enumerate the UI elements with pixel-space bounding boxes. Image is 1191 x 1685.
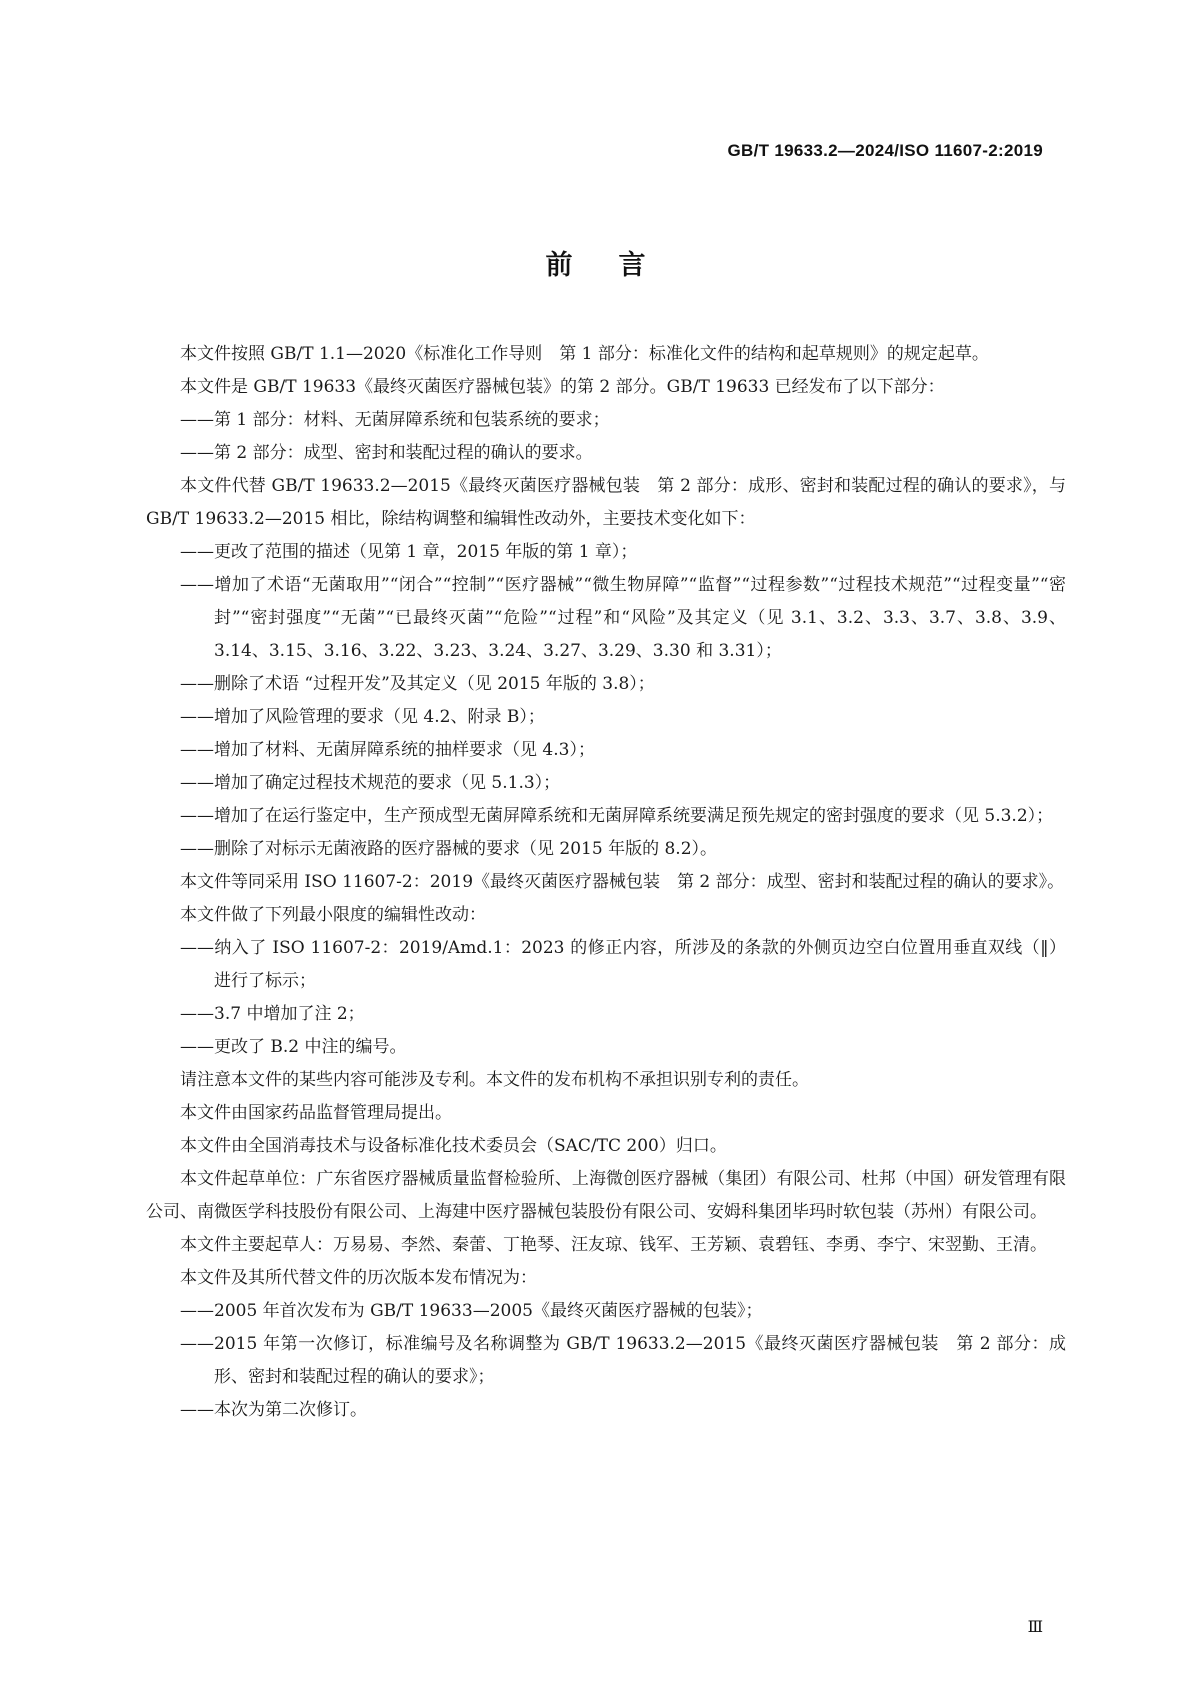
list-item: ——第 2 部分：成型、密封和装配过程的确认的要求。 <box>180 443 593 463</box>
list-item: ——增加了在运行鉴定中，生产预成型无菌屏障系统和无菌屏障系统要满足预先规定的密封强度的要求（见 5.3.2）； <box>180 806 1054 826</box>
list-item: ——增加了确定过程技术规范的要求（见 5.1.3）； <box>180 773 561 793</box>
document-body <box>146 338 1066 1427</box>
paragraph: 本文件按照 GB/T 1.1—2020《标准化工作导则 第 1 部分：标准化文件的结构和起草规则》的规定起草。 <box>180 344 989 364</box>
list-item: ——2005 年首次发布为 GB/T 19633—2005《最终灭菌医疗器械的包装》； <box>180 1301 763 1321</box>
list-item: ——增加了术语“无菌取用”“闭合”“控制”“医疗器械”“微生物屏障”“监督”“过程参数”“过程技术规范”“过程变量”“密封”“密封强度”“无菌”“已最终灭菌”“危险”“过程”和“风险”及其定义（见 3.1、3.2、3.3、3.7、3.8、3.9、3.14、3.15、3.16、3.22、3.23、3.24、3.27、3.29、3.30 和 3.31）； <box>180 575 1066 661</box>
list-item: ——删除了术语 “过程开发”及其定义（见 2015 年版的 3.8）； <box>180 674 655 694</box>
paragraph: 本文件做了下列最小限度的编辑性改动： <box>180 905 486 925</box>
paragraph: 本文件及其所代替文件的历次版本发布情况为： <box>180 1268 537 1288</box>
list-item: ——纳入了 ISO 11607-2：2019/Amd.1：2023 的修正内容，所涉及的条款的外侧页边空白位置用垂直双线（‖）进行了标示； <box>180 938 1066 991</box>
page-number: Ⅲ <box>1027 1617 1043 1636</box>
list-item: ——更改了 B.2 中注的编号。 <box>180 1037 407 1057</box>
list-item: ——第 1 部分：材料、无菌屏障系统和包装系统的要求； <box>180 410 610 430</box>
paragraph: 本文件等同采用 ISO 11607-2：2019《最终灭菌医疗器械包装 第 2 部分：成型、密封和装配过程的确认的要求》。 <box>180 872 1065 892</box>
paragraph: 请注意本文件的某些内容可能涉及专利。本文件的发布机构不承担识别专利的责任。 <box>180 1070 809 1090</box>
list-item: ——增加了风险管理的要求（见 4.2、附录 B）； <box>180 707 545 727</box>
list-item: ——本次为第二次修订。 <box>180 1400 367 1420</box>
standard-number: GB/T 19633.2—2024/ISO 11607-2:2019 <box>727 141 1043 160</box>
paragraph: 本文件是 GB/T 19633《最终灭菌医疗器械包装》的第 2 部分。GB/T 19633 已经发布了以下部分： <box>180 377 945 397</box>
paragraph: 本文件由全国消毒技术与设备标准化技术委员会（SAC/TC 200）归口。 <box>180 1136 727 1156</box>
paragraph: 本文件主要起草人：万易易、李然、秦蕾、丁艳琴、汪友琼、钱军、王芳颖、袁碧钰、李勇、李宁、宋翌勤、王清。 <box>180 1235 1047 1255</box>
list-item: ——3.7 中增加了注 2； <box>180 1004 365 1024</box>
list-item: ——2015 年第一次修订，标准编号及名称调整为 GB/T 19633.2—2015《最终灭菌医疗器械包装 第 2 部分：成形、密封和装配过程的确认的要求》； <box>180 1334 1066 1387</box>
list-item: ——删除了对标示无菌液路的医疗器械的要求（见 2015 年版的 8.2）。 <box>180 839 718 859</box>
list-item: ——增加了材料、无菌屏障系统的抽样要求（见 4.3）； <box>180 740 595 760</box>
paragraph: 本文件代替 GB/T 19633.2—2015《最终灭菌医疗器械包装 第 2 部分：成形、密封和装配过程的确认的要求》，与 GB/T 19633.2—2015 相比，除结构调整和编辑性改动外，主要技术变化如下： <box>146 476 1066 529</box>
paragraph: 本文件起草单位：广东省医疗器械质量监督检验所、上海微创医疗器械（集团）有限公司、杜邦（中国）研发管理有限公司、南微医学科技股份有限公司、上海建中医疗器械包装股份有限公司、安姆科集团毕玛时软包装（苏州）有限公司。 <box>146 1169 1066 1222</box>
page-title: 前言 <box>545 250 692 281</box>
list-item: ——更改了范围的描述（见第 1 章，2015 年版的第 1 章）； <box>180 542 638 562</box>
paragraph: 本文件由国家药品监督管理局提出。 <box>180 1103 452 1123</box>
